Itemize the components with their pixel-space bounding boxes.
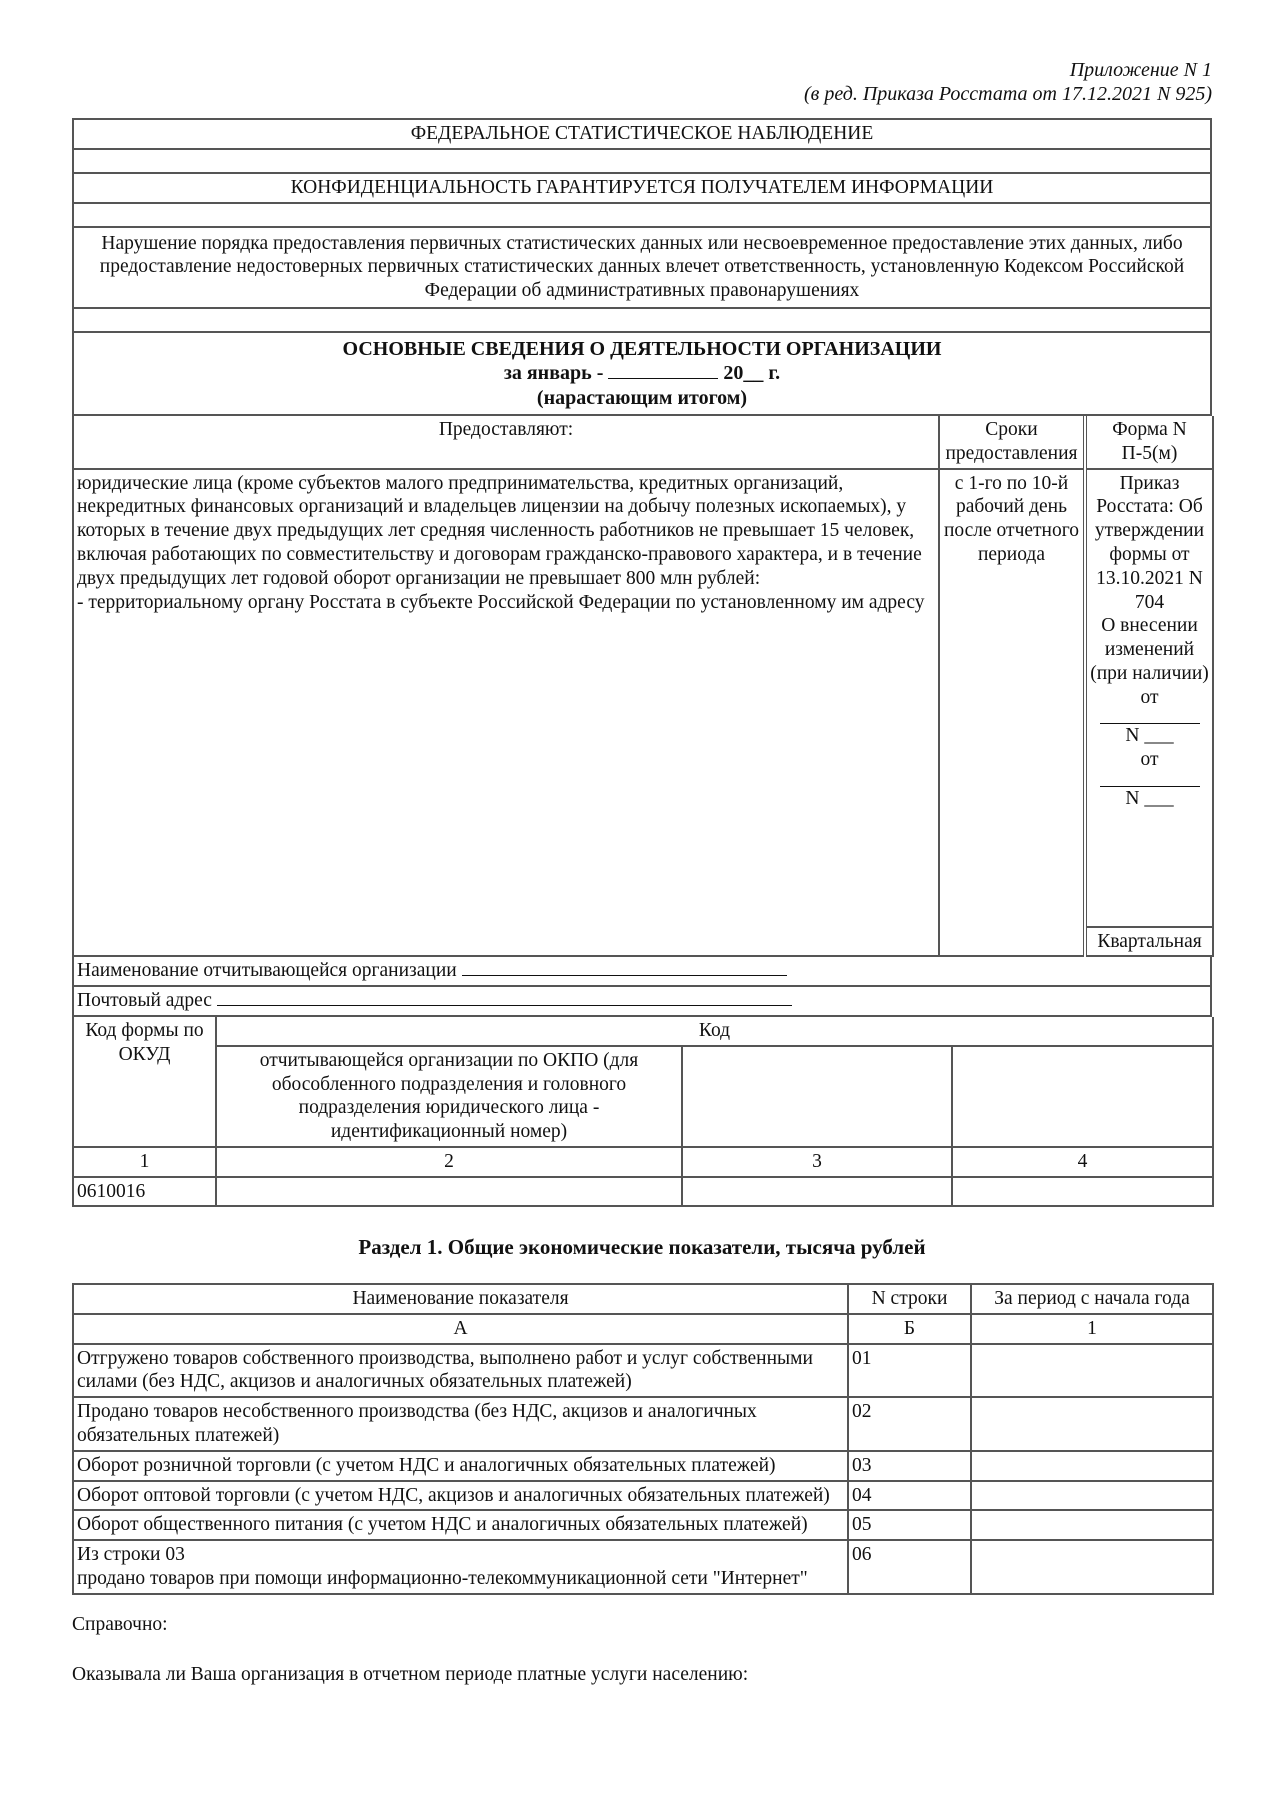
indicator-name <box>73 1540 848 1594</box>
indicator-name: Продано товаров несобственного производства (без НДС, акцизов и аналогичных обязательных платежей) <box>73 1397 848 1451</box>
approval-from-1: от <box>1140 686 1159 708</box>
line-code: 05 <box>848 1510 971 1540</box>
code-blank-3 <box>682 1046 952 1147</box>
indicator-value[interactable] <box>971 1510 1213 1540</box>
subheader-a: А <box>73 1314 848 1344</box>
indicator-name: Оборот общественного питания (с учетом НДС и аналогичных обязательных платежей) <box>73 1510 848 1540</box>
code-value-3[interactable] <box>682 1177 952 1207</box>
okud-header: Код формы по ОКУД <box>73 1017 216 1147</box>
table-row <box>73 1397 1213 1451</box>
indicator-value[interactable] <box>971 1397 1213 1451</box>
form-title-block <box>73 332 1211 415</box>
org-name-label: Наименование отчитывающейся организации <box>77 960 457 982</box>
section-1-title: Раздел 1. Общие экономические показатели, тысяча рублей <box>358 1235 926 1260</box>
approval-number-2: N ___ <box>1125 788 1174 810</box>
report-period <box>78 361 1206 385</box>
okud-value: 0610016 <box>73 1177 216 1207</box>
table-row <box>73 1451 1213 1481</box>
cumulative-note: (нарастающим итогом) <box>536 386 748 409</box>
paid-services-question: Оказывала ли Ваша организация в отчетном периоде платные услуги населению: <box>72 1664 749 1686</box>
indicator-name: Оборот розничной торговли (с учетом НДС и аналогичных обязательных платежей) <box>73 1451 848 1481</box>
line-number-header: N строки <box>848 1284 971 1314</box>
col-number-3: 3 <box>682 1147 952 1177</box>
header-table <box>72 118 1212 416</box>
codes-table <box>72 1017 1214 1207</box>
form-page <box>72 58 1212 1714</box>
col-number-2: 2 <box>216 1147 682 1177</box>
section-1-table <box>72 1283 1214 1595</box>
indicator-name: Отгружено товаров собственного производства, выполнено работ и услуг собственными силами (без НДС, акцизов и аналогичных обязательных платежей) <box>73 1344 848 1398</box>
indicator-value[interactable] <box>971 1344 1213 1398</box>
postal-address-label: Почтовый адрес <box>77 990 212 1012</box>
appendix-edition: (в ред. Приказа Росстата от 17.12.2021 N 925) <box>803 83 1212 105</box>
postal-address-field[interactable] <box>217 989 792 1006</box>
indicator-value[interactable] <box>971 1481 1213 1511</box>
table-row <box>73 1481 1213 1511</box>
table-row <box>73 1344 1213 1398</box>
org-name-row <box>73 957 1211 986</box>
line-code: 01 <box>848 1344 971 1398</box>
code-blank-4 <box>952 1046 1213 1147</box>
blank-row <box>73 203 1211 227</box>
col-number-1: 1 <box>73 1147 216 1177</box>
submitters-recipient: - территориальному органу Росстата в субъекте Российской Федерации по установленному им адресу <box>77 591 925 613</box>
approval-block <box>1087 470 1212 926</box>
line-code: 04 <box>848 1481 971 1511</box>
org-name-field[interactable] <box>462 959 787 976</box>
reference-label: Справочно: <box>72 1613 168 1635</box>
reference-block <box>72 1613 1212 1688</box>
submitters-header: Предоставляют: <box>73 416 939 469</box>
submitters-text: юридические лица (кроме субъектов малого предпринимательства, кредитных организаций, некредитных финансовых организаций и владельцев лицензии на добычу полезных ископаемых), у которых в течение двух предыдущих лет средняя численность работников не превышает 15 человек, включая работающих по совместительству и договорам гражданско-правового характера, и в течение двух предыдущих лет годовой оборот организации не превышает 800 млн рублей: <box>77 472 922 589</box>
confidentiality-note: КОНФИДЕНЦИАЛЬНОСТЬ ГАРАНТИРУЕТСЯ ПОЛУЧАТЕЛЕМ ИНФОРМАЦИИ <box>73 173 1211 203</box>
period-value-header: За период с начала года <box>971 1284 1213 1314</box>
okpo-header: отчитывающейся организации по ОКПО (для обособленного подразделения и головного подразделения юридического лица - идентификационный номер) <box>216 1046 682 1147</box>
subheader-1: 1 <box>971 1314 1213 1344</box>
form-title: ОСНОВНЫЕ СВЕДЕНИЯ О ДЕЯТЕЛЬНОСТИ ОРГАНИЗАЦИИ <box>342 337 942 360</box>
approval-order: Приказ Росстата: Об утверждении формы от 13.10.2021 N 704 <box>1094 472 1205 613</box>
liability-warning: Нарушение порядка предоставления первичных статистических данных или несвоевременное предоставление этих данных, либо предоставление недостоверных первичных статистических данных влечет ответственность, установленную Кодексом Российской Федерации об административных правонарушениях <box>73 227 1211 308</box>
deadline-cell: с 1-го по 10-й рабочий день после отчетного периода <box>939 469 1085 957</box>
postal-address-row <box>73 986 1211 1016</box>
period-year: 20__ г. <box>723 362 781 385</box>
approval-from-2: от <box>1140 749 1159 771</box>
indicator-value[interactable] <box>971 1451 1213 1481</box>
blank-row <box>73 308 1211 332</box>
col-number-4: 4 <box>952 1147 1213 1177</box>
organization-table <box>72 957 1212 1017</box>
periodicity: Квартальная <box>1087 926 1212 956</box>
table-row <box>73 1540 1213 1594</box>
indicator-value[interactable] <box>971 1540 1213 1594</box>
table-row <box>73 1510 1213 1540</box>
blank-row <box>73 149 1211 173</box>
subheader-b: Б <box>848 1314 971 1344</box>
code-value-4[interactable] <box>952 1177 1213 1207</box>
indicator-name-header: Наименование показателя <box>73 1284 848 1314</box>
submission-table <box>72 416 1214 957</box>
appendix-note <box>72 58 1212 106</box>
submitters-cell <box>73 469 939 957</box>
indicator-name-line1: Из строки 03 <box>77 1544 185 1566</box>
code-header: Код <box>216 1017 1213 1046</box>
line-code: 06 <box>848 1540 971 1594</box>
indicator-name: Оборот оптовой торговли (с учетом НДС, акцизов и аналогичных обязательных платежей) <box>73 1481 848 1511</box>
indicator-name-line2: продано товаров при помощи информационно-телекоммуникационной сети "Интернет" <box>77 1567 808 1589</box>
appendix-title: Приложение N 1 <box>1069 59 1212 81</box>
line-code: 02 <box>848 1397 971 1451</box>
approval-changes: О внесении изменений (при наличии) <box>1090 615 1209 684</box>
approval-number-1: N ___ <box>1125 725 1174 747</box>
deadline-header: Сроки предоставления <box>939 416 1085 469</box>
line-code: 03 <box>848 1451 971 1481</box>
form-number-header: Форма N П-5(м) <box>1085 416 1213 469</box>
form-approval-cell <box>1085 469 1213 957</box>
okpo-value[interactable] <box>216 1177 682 1207</box>
federal-observation: ФЕДЕРАЛЬНОЕ СТАТИСТИЧЕСКОЕ НАБЛЮДЕНИЕ <box>73 119 1211 149</box>
period-month-field[interactable] <box>608 362 718 379</box>
period-prefix: за январь - <box>503 362 604 385</box>
